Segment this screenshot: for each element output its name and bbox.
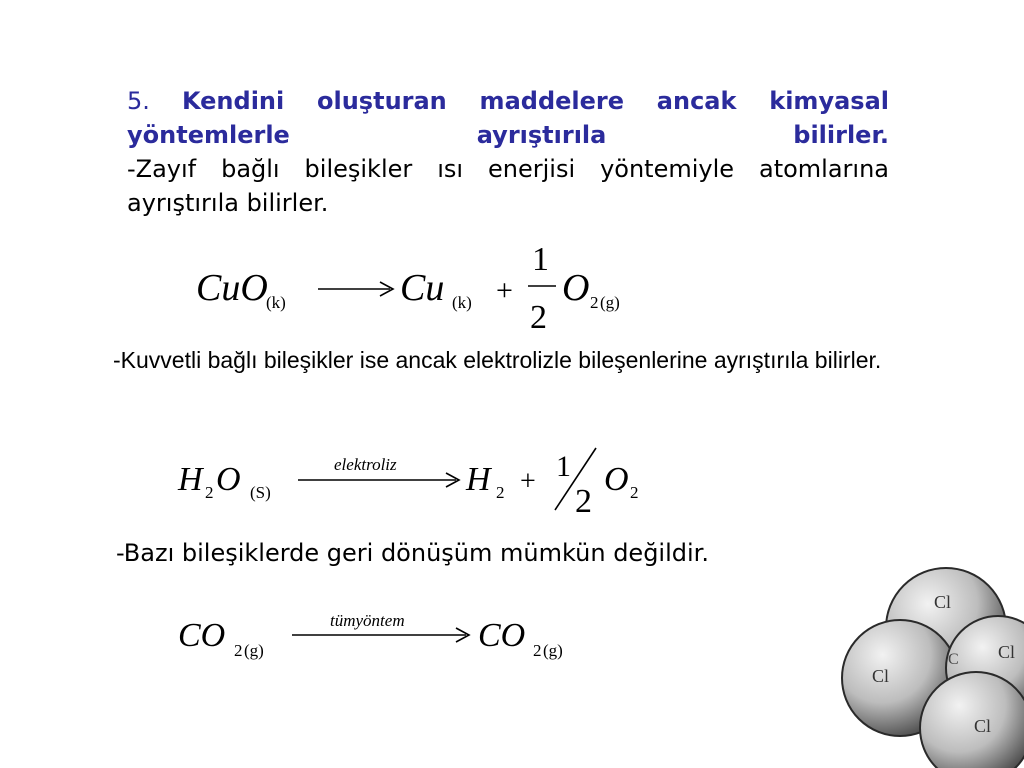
eq2-reactant-h-sub: 2 (205, 483, 214, 502)
eq2-coef-denominator: 2 (575, 483, 592, 520)
atom-label-right: Cl (998, 642, 1016, 662)
eq2-reactant-o: O (216, 461, 241, 498)
eq2-product-o-sub: 2 (630, 483, 639, 502)
equation-cuo-decomposition (190, 236, 650, 336)
eq3-reactant: CO (178, 617, 226, 654)
eq1-arrow (318, 282, 393, 296)
equation-water-electrolysis (176, 440, 656, 520)
eq2-product-o: O (604, 461, 629, 498)
eq1-product-cu-state: (k) (452, 293, 472, 312)
atom-label-center: C (948, 651, 959, 668)
eq1-product-o-state: (g) (600, 293, 620, 312)
eq2-arrow-label: elektroliz (334, 455, 397, 474)
equation-co2-stable (176, 604, 596, 674)
eq1-coef-numerator: 1 (532, 241, 549, 278)
eq2-product-h: H (466, 461, 491, 498)
ccl4-molecule-illustration (838, 560, 1024, 768)
atom-label-top: Cl (934, 592, 952, 612)
strong-bonds-text: -Kuvvetli bağlı bileşikler ise ancak elektrolizle bileşenlerine ayrıştırıla bilirler. (113, 347, 882, 373)
eq1-product-o: O (562, 267, 590, 309)
eq3-reactant-state: (g) (244, 641, 264, 660)
eq1-reactant: CuO (196, 267, 268, 309)
eq1-product-cu: Cu (400, 267, 445, 309)
atom-label-left: Cl (872, 666, 890, 686)
point-5-heading (127, 84, 889, 152)
atom-label-front: Cl (974, 716, 992, 736)
eq3-arrow (292, 628, 469, 642)
weak-bonds-text (127, 152, 889, 220)
eq3-product: CO (478, 617, 526, 654)
point-5-title: Kendini oluşturan maddelere ancak kimyasal yöntemlerle ayrıştırıla bilirler. (127, 87, 889, 149)
eq2-reactant-state: (S) (250, 483, 271, 502)
eq1-plus: + (496, 274, 513, 307)
eq2-reactant-h: H (178, 461, 203, 498)
eq3-product-state: (g) (543, 641, 563, 660)
point-number: 5. (127, 87, 150, 115)
eq1-product-o-sub: 2 (590, 293, 599, 312)
eq2-coef-numerator: 1 (556, 450, 571, 483)
eq2-product-h-sub: 2 (496, 483, 505, 502)
eq3-reactant-sub: 2 (234, 641, 243, 660)
eq1-reactant-state: (k) (266, 293, 286, 312)
irreversible-text: -Bazı bileşiklerde geri dönüşüm mümkün değildir. (116, 539, 709, 567)
eq3-product-sub: 2 (533, 641, 542, 660)
weak-bonds-sentence: -Zayıf bağlı bileşikler ısı enerjisi yöntemiyle atomlarına ayrıştırıla bilirler. (127, 155, 889, 217)
eq2-plus: + (520, 466, 536, 497)
eq2-arrow (298, 473, 459, 487)
eq1-coef-denominator: 2 (530, 299, 547, 336)
eq3-arrow-label: tümyöntem (330, 611, 405, 630)
